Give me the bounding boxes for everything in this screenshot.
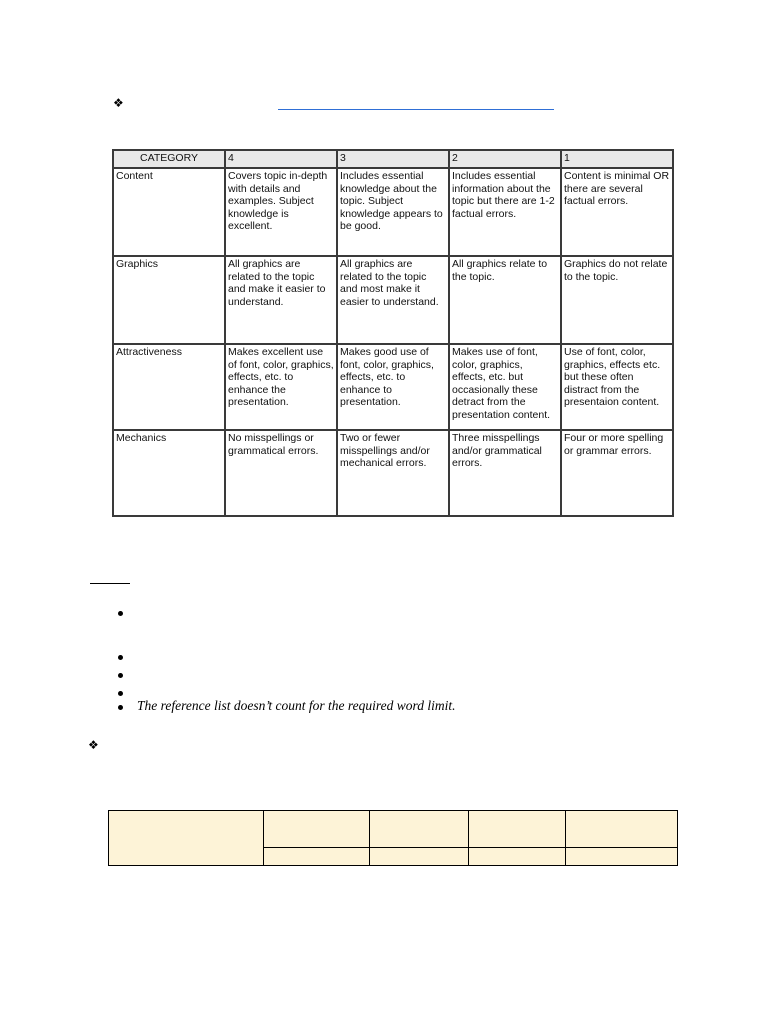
- header-score-4: 4: [225, 150, 337, 168]
- header-score-3: 3: [337, 150, 449, 168]
- bullet-dot-icon: [118, 673, 123, 678]
- category-cell: Content: [113, 168, 225, 256]
- section-heading-underline: [90, 583, 130, 584]
- category-cell: Graphics: [113, 256, 225, 344]
- category-cell: Attractiveness: [113, 344, 225, 430]
- header-category: CATEGORY: [113, 150, 225, 168]
- score-1-cell: Graphics do not relate to the topic.: [561, 256, 673, 344]
- bullet-dot-icon: [118, 705, 123, 710]
- table-header-cell: [369, 810, 469, 848]
- score-4-cell: Covers topic in-depth with details and examples. Subject knowledge is excellent.: [225, 168, 337, 256]
- bullet-dot-icon: [118, 691, 123, 696]
- rubric-header-row: [113, 150, 673, 168]
- score-1-cell: Use of font, color, graphics, effects etc. but these often distract from the presentaion content.: [561, 344, 673, 430]
- table-header-cell: [565, 810, 678, 848]
- score-3-cell: Includes essential knowledge about the topic. Subject knowledge appears to be good.: [337, 168, 449, 256]
- rubric-row-mechanics: [113, 430, 673, 516]
- score-2-cell: Three misspellings and/or grammatical errors.: [449, 430, 561, 516]
- list-item: [118, 604, 137, 620]
- list-item: [118, 648, 137, 664]
- table-header-cell: [263, 810, 370, 848]
- hyperlink-underline[interactable]: [278, 109, 554, 110]
- score-4-cell: All graphics are related to the topic and make it easier to understand.: [225, 256, 337, 344]
- category-cell: Mechanics: [113, 430, 225, 516]
- bullet-dot-icon: [118, 655, 123, 660]
- table-value-cell: [263, 847, 370, 866]
- diamond-bullet-icon: ❖: [113, 96, 124, 110]
- rubric-table: [112, 149, 674, 517]
- score-3-cell: All graphics are related to the topic and most make it easier to understand.: [337, 256, 449, 344]
- header-score-2: 2: [449, 150, 561, 168]
- list-item: [118, 666, 137, 682]
- rubric-row-graphics: [113, 256, 673, 344]
- header-score-1: 1: [561, 150, 673, 168]
- table-header-cell: [468, 810, 566, 848]
- grading-table: [108, 810, 678, 866]
- table-value-cell: [369, 847, 469, 866]
- table-value-cell: [468, 847, 566, 866]
- table-label-cell: [108, 810, 264, 866]
- score-4-cell: Makes excellent use of font, color, graphics, effects, etc. to enhance the presentation.: [225, 344, 337, 430]
- rubric-row-content: [113, 168, 673, 256]
- score-1-cell: Four or more spelling or grammar errors.: [561, 430, 673, 516]
- score-2-cell: Includes essential information about the topic but there are 1-2 factual errors.: [449, 168, 561, 256]
- score-3-cell: Two or fewer misspellings and/or mechanical errors.: [337, 430, 449, 516]
- score-2-cell: All graphics relate to the topic.: [449, 256, 561, 344]
- list-item: [118, 698, 455, 714]
- reference-note: The reference list doesn’t count for the required word limit.: [137, 698, 456, 713]
- score-2-cell: Makes use of font, color, graphics, effects, etc. but occasionally these detract from the presentation content.: [449, 344, 561, 430]
- score-3-cell: Makes good use of font, color, graphics, effects, etc. to enhance to presentation.: [337, 344, 449, 430]
- bullet-dot-icon: [118, 611, 123, 616]
- diamond-bullet-icon: ❖: [88, 738, 99, 752]
- score-1-cell: Content is minimal OR there are several factual errors.: [561, 168, 673, 256]
- table-value-cell: [565, 847, 678, 866]
- score-4-cell: No misspellings or grammatical errors.: [225, 430, 337, 516]
- rubric-row-attractiveness: [113, 344, 673, 430]
